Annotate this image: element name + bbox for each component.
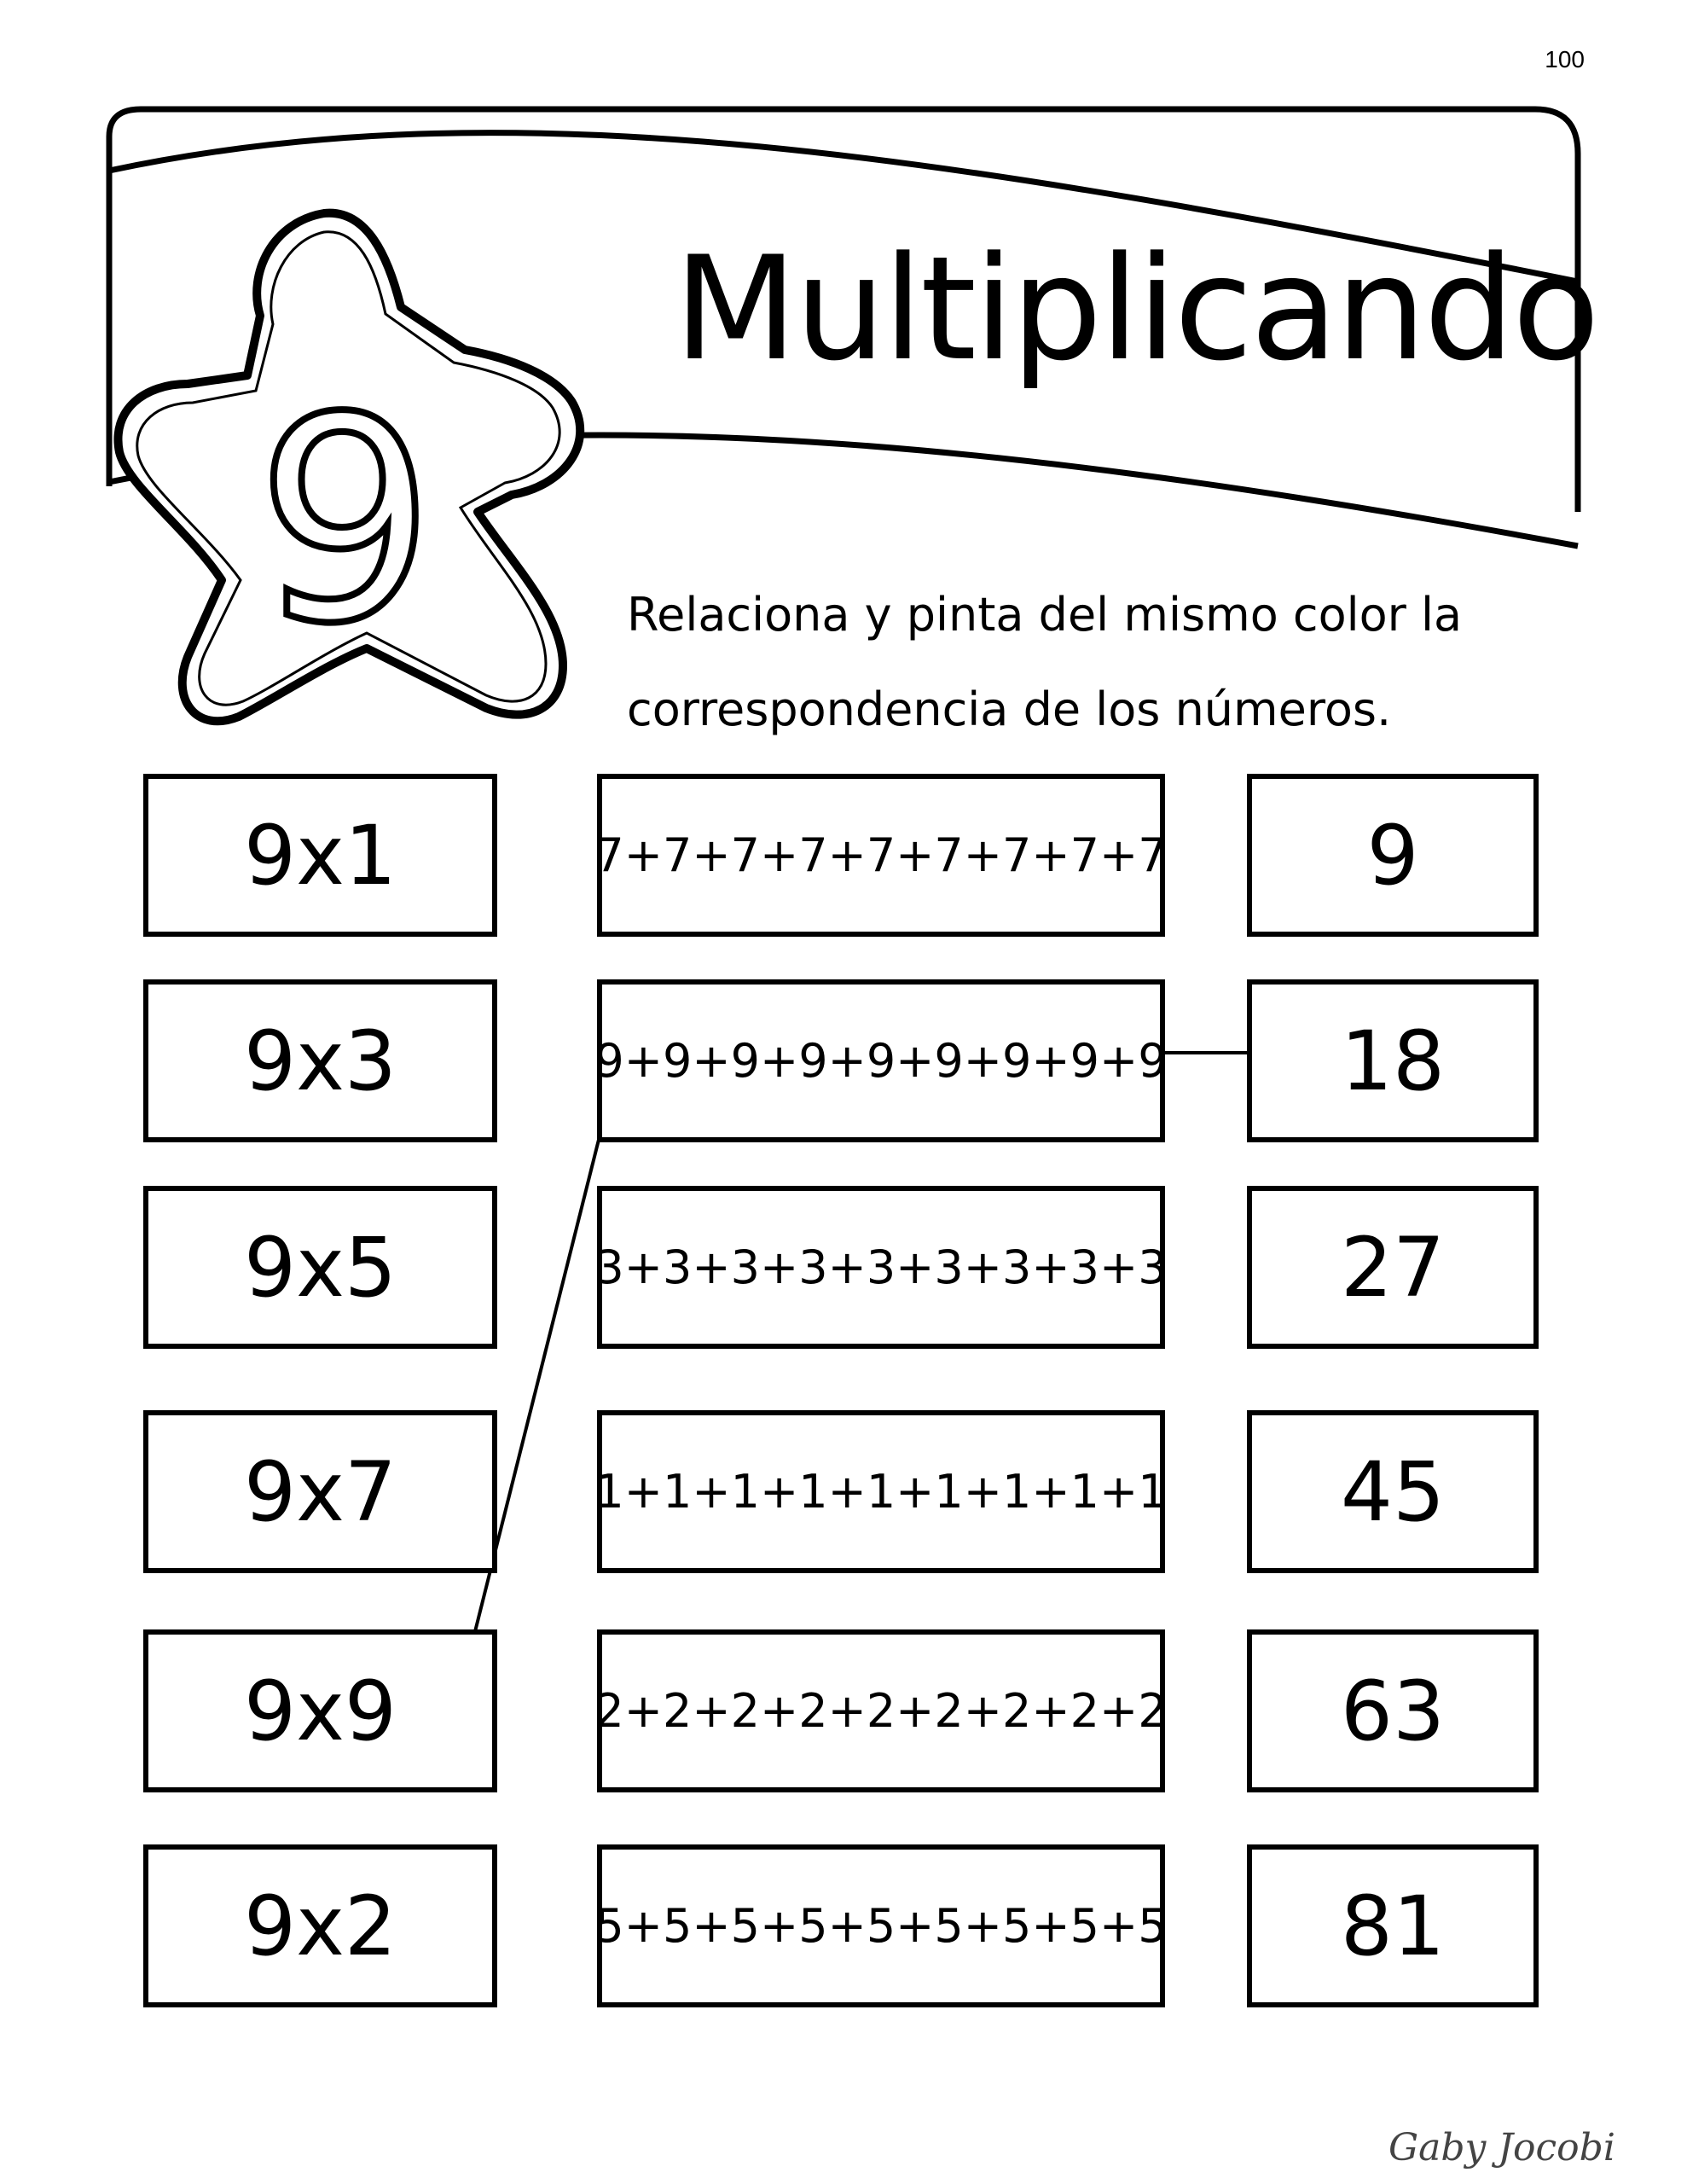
instructions-line-2: correspondencia de los números. — [627, 682, 1392, 736]
multiplication-box[interactable]: 9x7 — [143, 1410, 497, 1573]
star-number: 9 — [256, 357, 435, 685]
answer-lines — [461, 1046, 1279, 1689]
sum-box[interactable]: 5+5+5+5+5+5+5+5+5 — [597, 1844, 1165, 2007]
page-number: 100 — [1545, 46, 1585, 73]
sum-box[interactable]: 9+9+9+9+9+9+9+9+9 — [597, 979, 1165, 1142]
result-box[interactable]: 63 — [1247, 1629, 1539, 1792]
result-box[interactable]: 45 — [1247, 1410, 1539, 1573]
result-box[interactable]: 18 — [1247, 979, 1539, 1142]
multiplication-box[interactable]: 9x2 — [143, 1844, 497, 2007]
sum-box[interactable]: 1+1+1+1+1+1+1+1+1 — [597, 1410, 1165, 1573]
multiplication-box[interactable]: 9x1 — [143, 774, 497, 937]
author-signature: Gaby Jocobi — [1388, 2126, 1615, 2169]
multiplication-box[interactable]: 9x3 — [143, 979, 497, 1142]
multiplication-box[interactable]: 9x5 — [143, 1186, 497, 1349]
multiplication-box[interactable]: 9x9 — [143, 1629, 497, 1792]
instructions-line-1: Relaciona y pinta del mismo color la — [627, 588, 1463, 642]
result-box[interactable]: 81 — [1247, 1844, 1539, 2007]
result-box[interactable]: 9 — [1247, 774, 1539, 937]
sum-box[interactable]: 3+3+3+3+3+3+3+3+3 — [597, 1186, 1165, 1349]
page-title: Multiplicando — [674, 225, 1597, 392]
sum-box[interactable]: 2+2+2+2+2+2+2+2+2 — [597, 1629, 1165, 1792]
instructions — [627, 567, 1582, 757]
result-box[interactable]: 27 — [1247, 1186, 1539, 1349]
sum-box[interactable]: 7+7+7+7+7+7+7+7+7 — [597, 774, 1165, 937]
